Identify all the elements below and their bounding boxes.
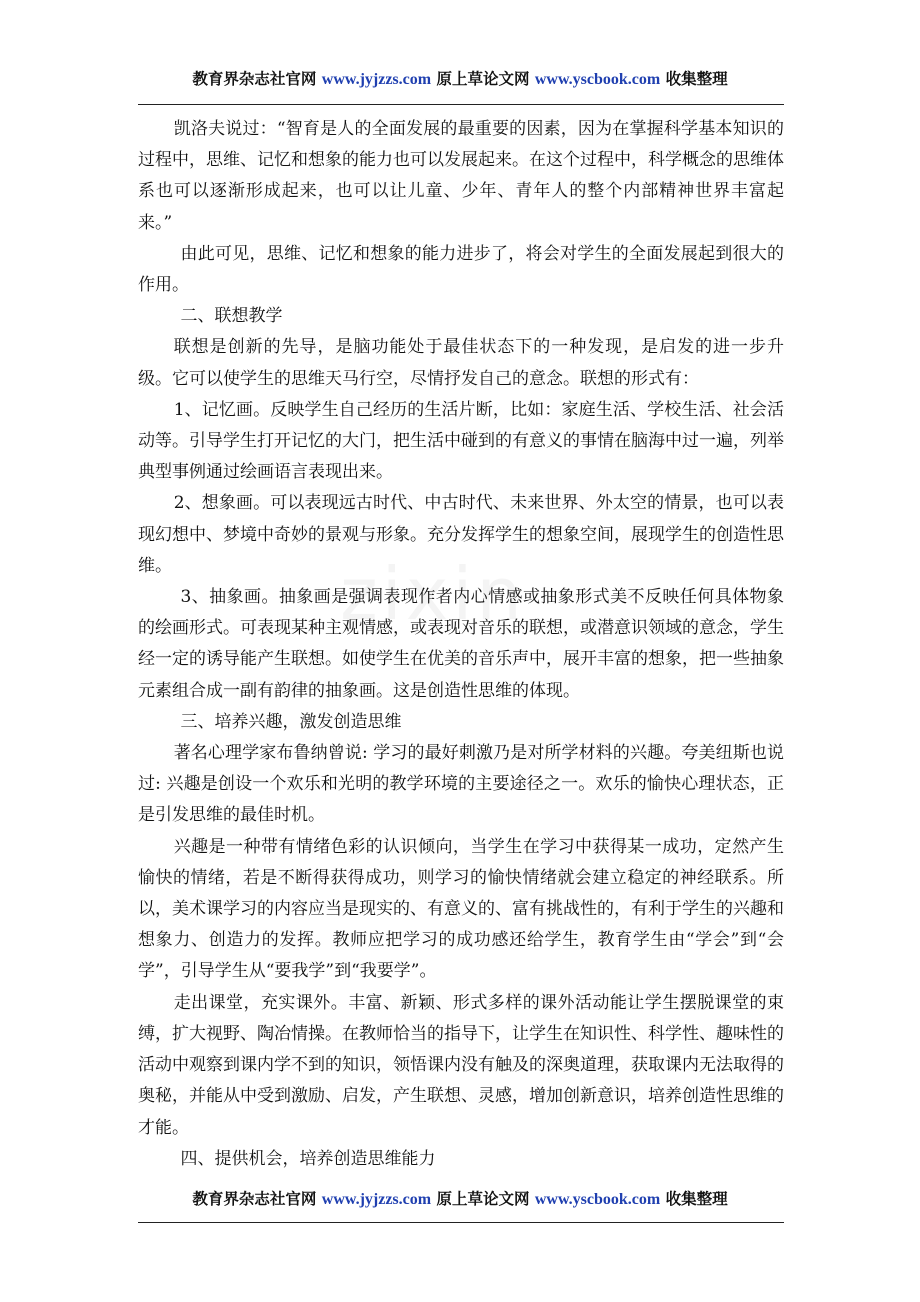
paragraph-bruner-quote: 著名心理学家布鲁纳曾说: 学习的最好刺激乃是对所学材料的兴趣。夸美纽斯也说过: 兴趣是创设一个欢乐和光明的教学环境的主要途径之一。欢乐的愉快心理状态，正是引发思维的最佳时机。	[138, 743, 784, 826]
document-body	[138, 114, 784, 1175]
footer-link-jyjzzs[interactable]: www.jyjzzs.com	[321, 1191, 432, 1208]
footer-link-yscbook[interactable]: www.yscbook.com	[534, 1191, 661, 1208]
footer-divider	[138, 1222, 784, 1223]
footer-text-2: 原上草论文网	[431, 1189, 535, 1208]
paragraph-association-intro: 联想是创新的先导，是脑功能处于最佳状态下的一种发现，是启发的进一步升级。它可以使学生的思维天马行空，尽情抒发自己的意念。联想的形式有：	[138, 337, 784, 389]
footer-text-1: 教育界杂志社官网	[192, 1189, 322, 1208]
header-text-2: 原上草论文网	[431, 69, 535, 88]
paragraph-kailuofu-quote: 凯洛夫说过：“智育是人的全面发展的最重要的因素，因为在掌握科学基本知识的过程中，思维、记忆和想象的能力也可以发展起来。在这个过程中，科学概念的思维体系也可以逐渐形成起来，也可以让儿童、少年、青年人的整个内部精神世界丰富起来。”	[138, 119, 784, 233]
list-item-imagination-drawing: 2、想象画。可以表现远古时代、中古时代、未来世界、外太空的情景，也可以表现幻想中、梦境中奇妙的景观与形象。充分发挥学生的想象空间，展现学生的创造性思维。	[138, 493, 784, 576]
header-link-yscbook[interactable]: www.yscbook.com	[534, 71, 661, 88]
header-divider	[138, 104, 784, 105]
section-heading-2: 二、联想教学	[180, 306, 283, 327]
list-item-memory-drawing: 1、记忆画。反映学生自己经历的生活片断，比如：家庭生活、学校生活、社会活动等。引导学生打开记忆的大门，把生活中碰到的有意义的事情在脑海中过一遍，列举典型事例通过绘画语言表现出来。	[138, 399, 784, 483]
page-footer	[0, 1187, 920, 1209]
page-header	[0, 67, 920, 89]
section-heading-4: 四、提供机会，培养创造思维能力	[180, 1148, 436, 1169]
paragraph-conclusion: 由此可见，思维、记忆和想象的能力进步了，将会对学生的全面发展起到很大的作用。	[138, 243, 784, 296]
footer-text-3: 收集整理	[660, 1189, 728, 1208]
list-item-abstract-drawing: 3、抽象画。抽象画是强调表现作者内心情感或抽象形式美不反映任何具体物象的绘画形式。可表现某种主观情感，或表现对音乐的联想，或潜意识领域的意念，学生经一定的诱导能产生联想。如使学生在优美的音乐声中，展开丰富的想象，把一些抽象元素组合成一副有韵律的抽象画。这是创造性思维的体现。	[138, 587, 784, 701]
header-text-1: 教育界杂志社官网	[192, 69, 322, 88]
section-heading-3: 三、培养兴趣，激发创造思维	[180, 711, 402, 732]
paragraph-interest: 兴趣是一种带有情绪色彩的认识倾向，当学生在学习中获得某一成功，定然产生愉快的情绪，若是不断得获得成功，则学习的愉快情绪就会建立稳定的神经联系。所以，美术课学习的内容应当是现实的、有意义的、富有挑战性的，有利于学生的兴趣和想象力、创造力的发挥。教师应把学习的成功感还给学生，教育学生由“学会”到“会学”，引导学生从“要我学”到“我要学”。	[138, 836, 784, 982]
header-text-3: 收集整理	[660, 69, 728, 88]
header-link-jyjzzs[interactable]: www.jyjzzs.com	[321, 71, 432, 88]
paragraph-extracurricular: 走出课堂，充实课外。丰富、新颖、形式多样的课外活动能让学生摆脱课堂的束缚，扩大视野、陶冶情操。在教师恰当的指导下，让学生在知识性、科学性、趣味性的活动中观察到课内学不到的知识，领悟课内没有触及的深奥道理，获取课内无法取得的奥秘，并能从中受到激励、启发，产生联想、灵感，增加创新意识，培养创造性思维的才能。	[138, 992, 784, 1138]
